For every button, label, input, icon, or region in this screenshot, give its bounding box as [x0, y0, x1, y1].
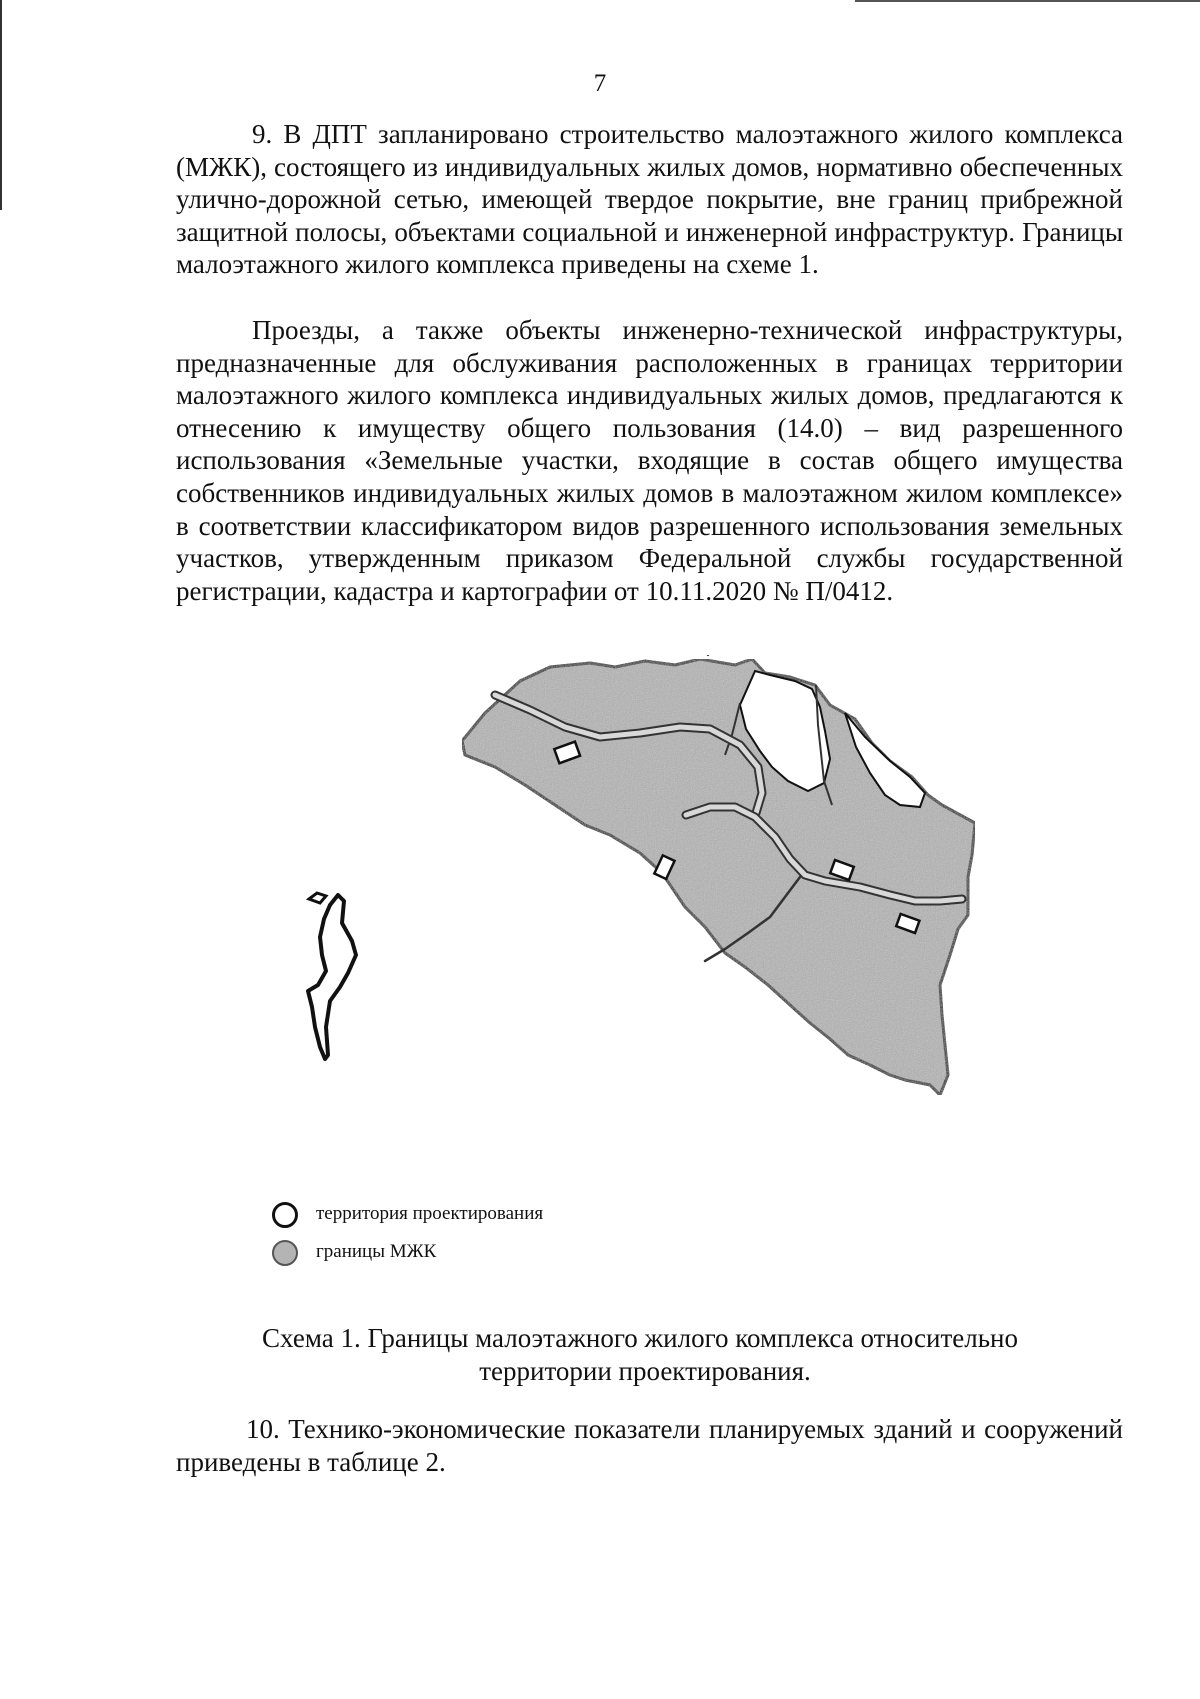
- legend-label: границы МЖК: [316, 1241, 437, 1262]
- paragraph-9: 9. В ДПТ запланировано строительство малоэтажного жилого комплекса (МЖК), состоящего из индивидуальных жилых домов, нормативно обеспеченных улично-дорожной сетью, имеющей твердое покрытие, вне границ прибрежной защитной полосы, объектами социальной и инженерной инфраструктур. Границы малоэтажного жилого комплекса приведены на схеме 1.: [176, 119, 1123, 280]
- mzhk-boundary: [462, 659, 975, 1095]
- scheme-caption-line-2: территории проектирования.: [479, 1356, 811, 1386]
- paragraph-proezdy: Проезды, а также объекты инженерно-технической инфраструктуры, предназначенные для обслуживания расположенных в границах территории малоэтажного жилого комплекса индивидуальных жилых домов, предлагаются к отнесению к имуществу общего пользования (14.0) – вид разрешенного использования «Земельные участки, входящие в состав общего имущества собственников индивидуальных жилых домов в малоэтажном жилом комплексе» в соответствии классификатором видов разрешенного использования земельных участков, утвержденным приказом Федеральной службы государственной регистрации, кадастра и картографии от 10.11.2020 № П/0412.: [176, 315, 1123, 606]
- legend-filled-circle-icon: [272, 1240, 298, 1266]
- design-territory-island-tip: [309, 893, 326, 903]
- legend-outline-circle-icon: [272, 1202, 298, 1228]
- paragraph-10: 10. Технико-экономические показатели планируемых зданий и сооружений приведены в таблице 2.: [176, 1414, 1123, 1477]
- page-number: 7: [593, 70, 607, 97]
- edge-mark: [855, 0, 1200, 2]
- legend-label: территория проектирования: [316, 1203, 544, 1224]
- scheme-map: [300, 655, 1080, 1195]
- scheme-caption-line-1: Схема 1. Границы малоэтажного жилого комплекса относительно: [262, 1323, 1018, 1353]
- design-territory-island: [308, 895, 356, 1059]
- edge-mark: [0, 0, 2, 210]
